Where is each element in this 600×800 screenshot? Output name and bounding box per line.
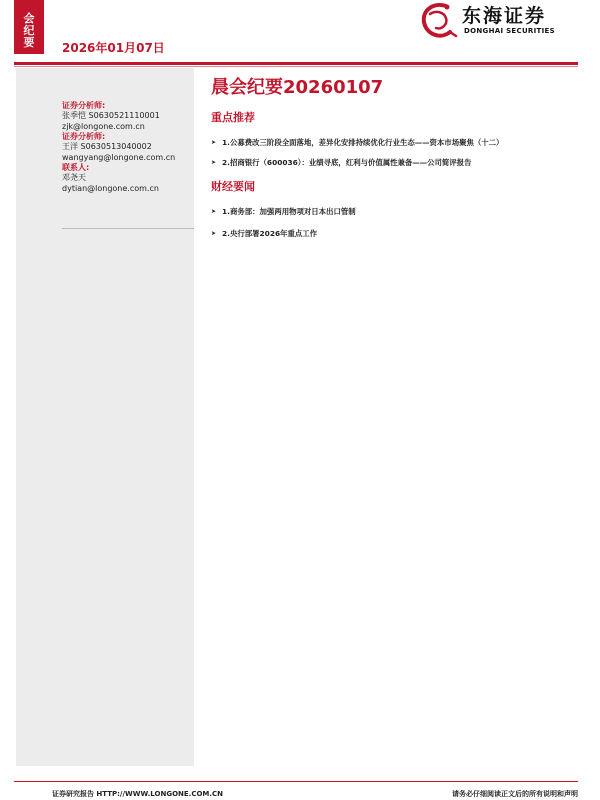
analyst-role: 证券分析师: [62, 101, 106, 110]
page-title: 晨会纪要20260107 [211, 77, 384, 98]
report-type-char: 会 [23, 12, 35, 25]
contact-block [62, 163, 202, 194]
list-item[interactable] [211, 206, 356, 217]
footer-disclaimer: 请务必仔细阅读正文后的所有说明和声明 [452, 790, 578, 798]
sidebar-divider [62, 228, 194, 229]
analyst-name-id: 张季恺 S0630521110001 [62, 111, 160, 120]
bullet-arrow-icon: ➤ [211, 230, 217, 237]
header-divider-thin [14, 66, 578, 67]
section-heading-key-picks: 重点推荐 [211, 111, 255, 124]
dragon-logo-icon [416, 0, 460, 42]
report-type-char: 要 [23, 36, 35, 49]
analyst-email[interactable]: zjk@longone.com.cn [62, 121, 145, 131]
footer-divider [14, 781, 578, 782]
contact-name: 邓尧天 [62, 173, 86, 182]
analyst-block [62, 132, 202, 163]
list-item[interactable] [211, 157, 471, 168]
bullet-arrow-icon: ➤ [211, 139, 217, 146]
list-item-text: 2.招商银行（600036）：业绩寻底，红利与价值属性兼备——公司简评报告 [222, 158, 472, 167]
list-item-text: 1.公募费改三阶段全面落地，差异化安排持续优化行业生态——资本市场聚焦（十二） [222, 138, 504, 147]
report-type-tab [14, 0, 44, 54]
contact-email[interactable]: dytian@longone.com.cn [62, 183, 159, 193]
report-date: 2026年01月07日 [62, 41, 165, 55]
list-item[interactable] [211, 137, 503, 148]
analyst-list [62, 101, 202, 194]
logo-chinese-name: 东海证券 [462, 5, 547, 27]
analyst-name-id: 王洋 S0630513040002 [62, 142, 152, 151]
report-type-char: 纪 [23, 24, 35, 37]
bullet-arrow-icon: ➤ [211, 208, 217, 215]
analyst-role: 证券分析师: [62, 132, 106, 141]
list-item-text: 1.商务部：加强两用物项对日本出口管制 [222, 207, 356, 216]
list-item-text: 2.央行部署2026年重点工作 [222, 229, 318, 238]
bullet-arrow-icon: ➤ [211, 159, 217, 166]
analyst-email[interactable]: wangyang@longone.com.cn [62, 152, 176, 162]
section-heading-finance-news: 财经要闻 [211, 180, 255, 193]
footer-source[interactable]: 证券研究报告 HTTP://WWW.LONGONE.COM.CN [52, 790, 224, 798]
company-logo [416, 0, 586, 42]
header-divider [14, 62, 578, 65]
logo-english-name: DONGHAI SECURITIES [464, 27, 555, 35]
analyst-block [62, 101, 202, 132]
list-item[interactable] [211, 228, 317, 239]
contact-role: 联系人: [62, 163, 90, 172]
